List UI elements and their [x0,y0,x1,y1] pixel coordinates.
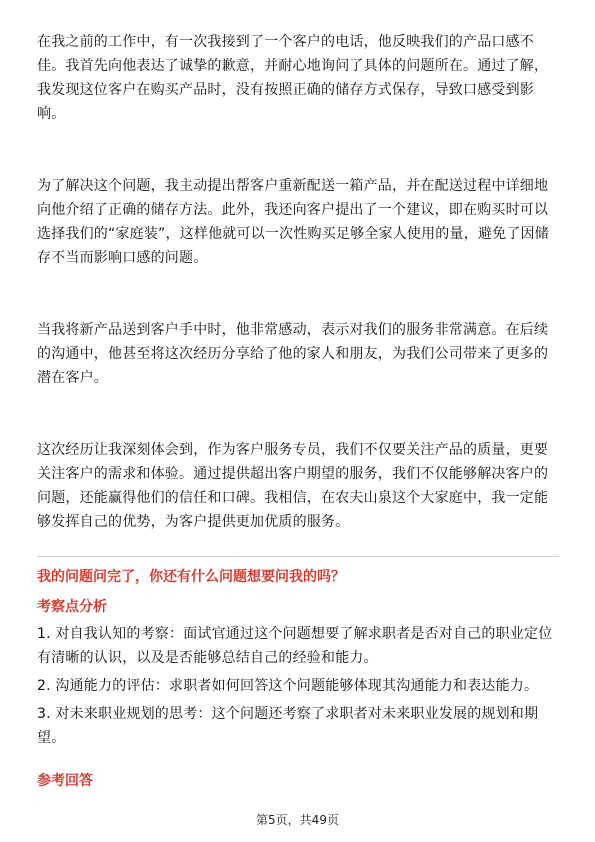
reference-answer-title: 参考回答 [37,773,93,789]
analysis-title: 考察点分析 [37,599,107,615]
body-paragraph: 这次经历让我深刻体会到，作为客户服务专员，我们不仅要关注产品的质量，更要关注客户的需求和体验。通过提供超出客户期望的服务，我们不仅能够解决客户的问题，还能赢得他们的信任和口碑。我相信，在农夫山泉这个大家庭中，我一定能够发挥自己的优势，为客户提供更加优质的服务。 [37,442,549,530]
analysis-item: 2. 沟通能力的评估：求职者如何回答这个问题能够体现其沟通能力和表达能力。 [37,678,539,694]
question-heading: 我的问题问完了，你还有什么问题想要问我的吗？ [37,569,345,585]
body-paragraph: 为了解决这个问题，我主动提出帮客户重新配送一箱产品，并在配送过程中详细地向他介绍了正确的储存方法。此外，我还向客户提出了一个建议，即在购买时可以选择我们的“家庭装”，这样他就可以一次性购买足够全家人使用的量，避免了因储存不当而影响口感的问题。 [37,178,549,266]
answer-body [37,30,559,534]
analysis-item: 1. 对自我认知的考察：面试官通过这个问题想要了解求职者是否对自己的职业定位有清晰的认识，以及是否能够总结自己的经验和能力。 [37,626,553,666]
body-paragraph: 当我将新产品送到客户手中时，他非常感动，表示对我们的服务非常满意。在后续的沟通中，他甚至将这次经历分享给了他的家人和朋友，为我们公司带来了更多的潜在客户。 [37,322,549,386]
body-paragraph: 在我之前的工作中，有一次我接到了一个客户的电话，他反映我们的产品口感不佳。我首先向他表达了诚挚的歉意，并耐心地询问了具体的问题所在。通过了解，我发现这位客户在购买产品时，没有按照正确的储存方式保存，导致口感受到影响。 [37,34,549,122]
analysis-list [37,622,559,754]
page-footer: 第5页，共49页 [256,813,339,827]
analysis-item: 3. 对未来职业规划的思考：这个问题还考察了求职者对未来职业发展的规划和期望。 [37,706,539,746]
section-divider [37,556,559,557]
